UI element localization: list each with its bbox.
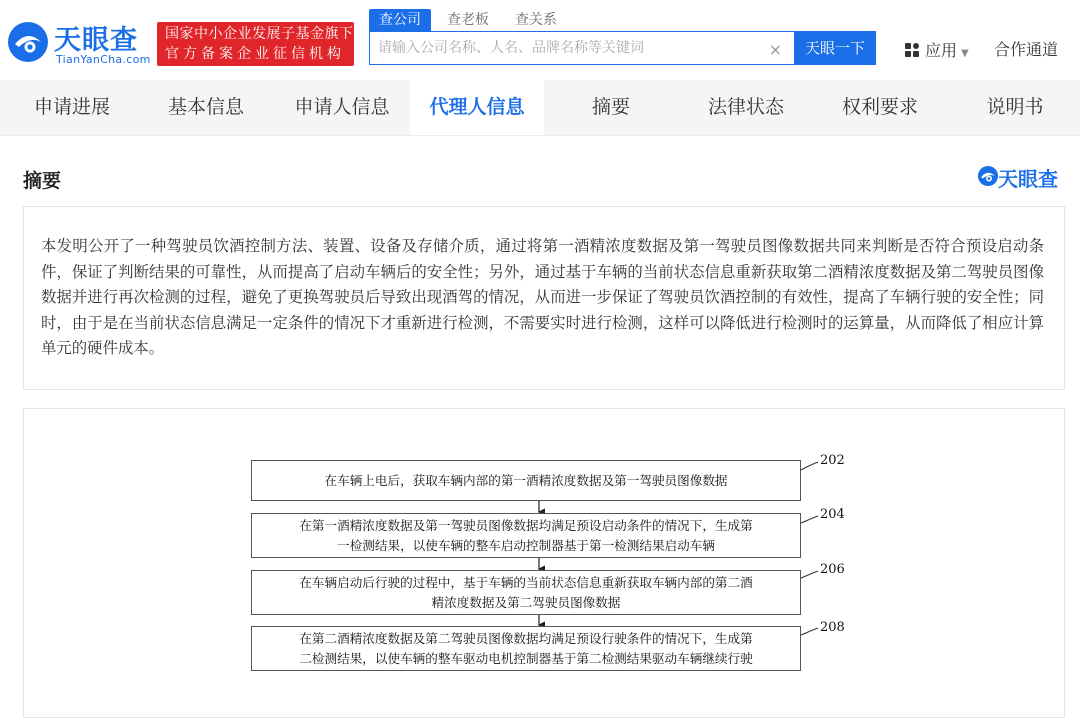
- flow-step-204: [251, 513, 801, 558]
- badge-line-2: 官方备案企业征信机构: [165, 46, 345, 62]
- brand-text: 天眼查: [998, 167, 1058, 191]
- tab-agent-info[interactable]: 代理人信息: [410, 80, 544, 135]
- logo-text: 天眼查: [54, 25, 138, 56]
- flow-step-text: 一检测结果，以使车辆的整车启动控制器基于第一检测结果启动车辆: [337, 538, 715, 553]
- tab-abstract[interactable]: 摘要: [591, 96, 630, 118]
- app-menu-label: 应用: [925, 41, 958, 60]
- label-leader: [799, 462, 818, 471]
- tab-search-boss[interactable]: 查老板: [447, 12, 489, 28]
- flowchart-connectors: [24, 409, 1066, 719]
- flow-step-text: 在第一酒精浓度数据及第一驾驶员图像数据均满足预设启动条件的情况下，生成第: [299, 518, 753, 533]
- flow-step-text: 在车辆上电后，获取车辆内部的第一酒精浓度数据及第一驾驶员图像数据: [324, 473, 728, 488]
- eye-logo-icon: [6, 20, 50, 64]
- tab-claims[interactable]: 权利要求: [841, 96, 918, 118]
- flow-step-208: [251, 626, 801, 671]
- abstract-panel: [23, 206, 1065, 390]
- tab-description[interactable]: 说明书: [986, 96, 1044, 118]
- flow-step-label: 206: [820, 562, 845, 577]
- official-badge[interactable]: [157, 22, 354, 66]
- tab-legal-status[interactable]: 法律状态: [707, 96, 784, 118]
- tab-search-company[interactable]: 查公司: [369, 9, 431, 31]
- abstract-figure-panel: [23, 408, 1065, 718]
- flow-step-label: 208: [820, 620, 845, 635]
- label-leader: [799, 516, 818, 524]
- flow-step-text: 二检测结果，以使车辆的整车驱动电机控制器基于第二检测结果驱动车辆继续行驶: [299, 651, 753, 666]
- section-title: 摘要: [23, 170, 62, 192]
- app-menu[interactable]: [905, 38, 969, 61]
- top-header: [0, 0, 1080, 80]
- tab-search-relation[interactable]: 查关系: [515, 12, 557, 28]
- flow-step-label: 202: [820, 453, 845, 468]
- label-leader: [799, 571, 818, 579]
- flow-step-text: 精浓度数据及第二驾驶员图像数据: [431, 595, 621, 610]
- detail-tab-bar: [0, 80, 1080, 136]
- tab-applicant-info[interactable]: 申请人信息: [294, 96, 390, 118]
- badge-line-1: 国家中小企业发展子基金旗下: [165, 26, 354, 42]
- flow-step-206: [251, 570, 801, 615]
- chevron-down-icon: ▼: [961, 48, 969, 59]
- search-button[interactable]: 天眼一下: [794, 31, 876, 65]
- flow-step-text: 在第二酒精浓度数据及第二驾驶员图像数据均满足预设行驶条件的情况下，生成第: [299, 631, 753, 646]
- label-leader: [799, 628, 818, 636]
- clear-icon[interactable]: ×: [768, 40, 782, 59]
- flow-step-text: 在车辆启动后行驶的过程中，基于车辆的当前状态信息重新获取车辆内部的第二酒: [299, 575, 753, 590]
- partner-channel-link[interactable]: 合作通道: [994, 40, 1059, 59]
- flow-step-label: 204: [820, 507, 845, 522]
- tianyancha-logo[interactable]: [6, 20, 151, 66]
- search-box: [369, 31, 794, 65]
- logo-domain: TianYanCha.com: [56, 53, 151, 66]
- abstract-text: 本发明公开了一种驾驶员饮酒控制方法、装置、设备及存储介质，通过将第一酒精浓度数据及第一驾驶员图像数据共同来判断是否符合预设启动条件，保证了判断结果的可靠性，从而提高了启动车辆后的安全性；另外，通过基于车辆的当前状态信息重新获取第二酒精浓度数据及第二驾驶员图像数据并进行再次检测的过程，避免了更换驾驶员后导致出现酒驾的情况，从而进一步保证了驾驶员饮酒控制的有效性，提高了车辆行驶的安全性；同时，由于是在当前状态信息满足一定条件的情况下才重新进行检测，不需要实时进行检测，这样可以降低进行检测时的运算量，从而降低了相应计算单元的硬件成本。: [41, 237, 1044, 357]
- tab-application-progress[interactable]: 申请进展: [33, 96, 110, 118]
- flow-step-202: [251, 460, 801, 501]
- apps-grid-icon: [905, 43, 919, 57]
- tab-basic-info[interactable]: 基本信息: [167, 96, 244, 118]
- eye-logo-icon: [977, 165, 999, 187]
- brand-watermark-logo: [977, 164, 1067, 190]
- search-input[interactable]: [370, 32, 794, 64]
- search-type-tabs: [369, 9, 573, 31]
